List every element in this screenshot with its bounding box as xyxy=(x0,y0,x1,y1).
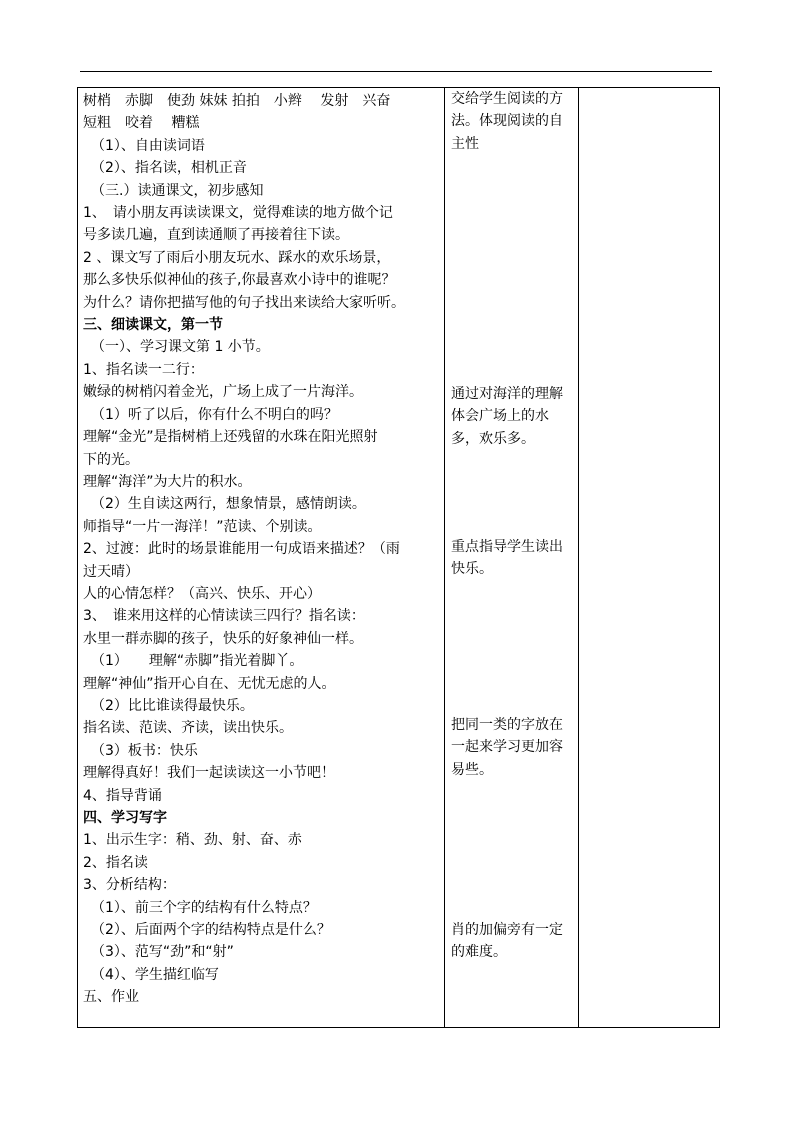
step-text: 指名读、范读、齐读，读出快乐。 xyxy=(83,720,293,737)
step-text: （2）、后面两个字的结构特点是什么？ xyxy=(91,922,331,939)
step-text: 理解“神仙”指开心自在、无忧无虑的人。 xyxy=(83,675,336,692)
step-text: （2）比比谁读得最快乐。 xyxy=(91,697,254,714)
step-text: 理解“金光”是指树梢上还残留的水珠在阳光照射 xyxy=(83,429,378,446)
table-row xyxy=(78,88,720,1028)
design-intent-cell xyxy=(445,88,579,1028)
step-text: 1、出示生字：稍、劲、射、奋、赤 xyxy=(83,832,302,849)
step-text: 2、过渡：此时的场景谁能用一句成语来描述？（雨 xyxy=(83,541,400,558)
step-text: （3）板书：快乐 xyxy=(91,742,198,759)
design-note: 把同一类的字放在一起来学习更加容易些。 xyxy=(451,717,563,778)
section-heading: 四、学习写字 xyxy=(83,810,167,826)
subsection-heading: （一）、学习课文第 1 小节。 xyxy=(91,339,270,356)
step-text: 4、指导背诵 xyxy=(83,787,162,804)
design-note: 通过对海洋的理解体会广场上的水多，欢乐多。 xyxy=(451,386,563,447)
step-text: 2 、课文写了雨后小朋友玩水、踩水的欢乐场景， xyxy=(83,249,391,266)
header-rule xyxy=(80,71,712,72)
section-heading: 三、细读课文，第一节 xyxy=(83,317,223,334)
step-text: （3）、范写“劲”和“射” xyxy=(91,944,234,961)
vocab-line-2: 短粗 咬着 糟糕 xyxy=(83,115,200,132)
step-text: （4）、学生描红临写 xyxy=(91,966,219,983)
step-text: 号多读几遍，直到读通顺了再接着往下读。 xyxy=(83,227,349,244)
step-text: （1） 理解“赤脚”指光着脚丫。 xyxy=(91,653,304,670)
lesson-plan-table xyxy=(77,87,720,1028)
poem-line: 嫩绿的树梢闪着金光，广场上成了一片海洋。 xyxy=(83,384,363,401)
design-note: 重点指导学生读出快乐。 xyxy=(451,539,563,578)
step-text: （1）、自由读词语 xyxy=(91,137,205,154)
step-text: 理解“海洋”为大片的积水。 xyxy=(83,473,252,490)
step-text: 人的心情怎样？（高兴、快乐、开心） xyxy=(83,585,321,602)
section-heading: （三.）读通课文，初步感知 xyxy=(91,182,264,199)
step-text: 下的光。 xyxy=(83,451,139,468)
design-note: 交给学生阅读的方法。体现阅读的自主性 xyxy=(451,91,563,152)
step-text: 1、 请小朋友再读读课文，觉得难读的地方做个记 xyxy=(83,205,393,222)
vocab-line-1: 树梢 赤脚 使劲 妹妹 拍拍 小辫 发射 兴奋 xyxy=(83,93,391,109)
step-text: 为什么？请你把描写他的句子找出来读给大家听听。 xyxy=(83,294,405,311)
section-heading: 五、作业 xyxy=(83,989,139,1006)
step-text: 过天晴） xyxy=(83,563,139,580)
empty-cell xyxy=(579,88,720,1028)
step-text: 师指导“一片一海洋！”范读、个别读。 xyxy=(83,518,322,535)
teaching-process-cell xyxy=(78,88,445,1028)
step-text: （2）生自读这两行，想象情景，感情朗读。 xyxy=(91,496,366,513)
step-text: 理解得真好！我们一起读读这一小节吧！ xyxy=(83,765,335,782)
step-text: 那么多快乐似神仙的孩子,你最喜欢小诗中的谁呢？ xyxy=(83,272,396,289)
design-note: 肖的加偏旁有一定的难度。 xyxy=(451,922,563,961)
step-text: 3、分析结构： xyxy=(83,877,176,894)
poem-line: 水里一群赤脚的孩子，快乐的好象神仙一样。 xyxy=(83,630,363,647)
step-text: 1、指名读一二行： xyxy=(83,361,204,378)
step-text: （1）、前三个字的结构有什么特点？ xyxy=(91,899,317,916)
step-text: 2、指名读 xyxy=(83,854,148,871)
step-text: （2）、指名读，相机正音 xyxy=(91,160,247,177)
step-text: （1）听了以后，你有什么不明白的吗？ xyxy=(91,406,338,423)
step-text: 3、 谁来用这样的心情读读三四行？指名读： xyxy=(83,608,365,625)
